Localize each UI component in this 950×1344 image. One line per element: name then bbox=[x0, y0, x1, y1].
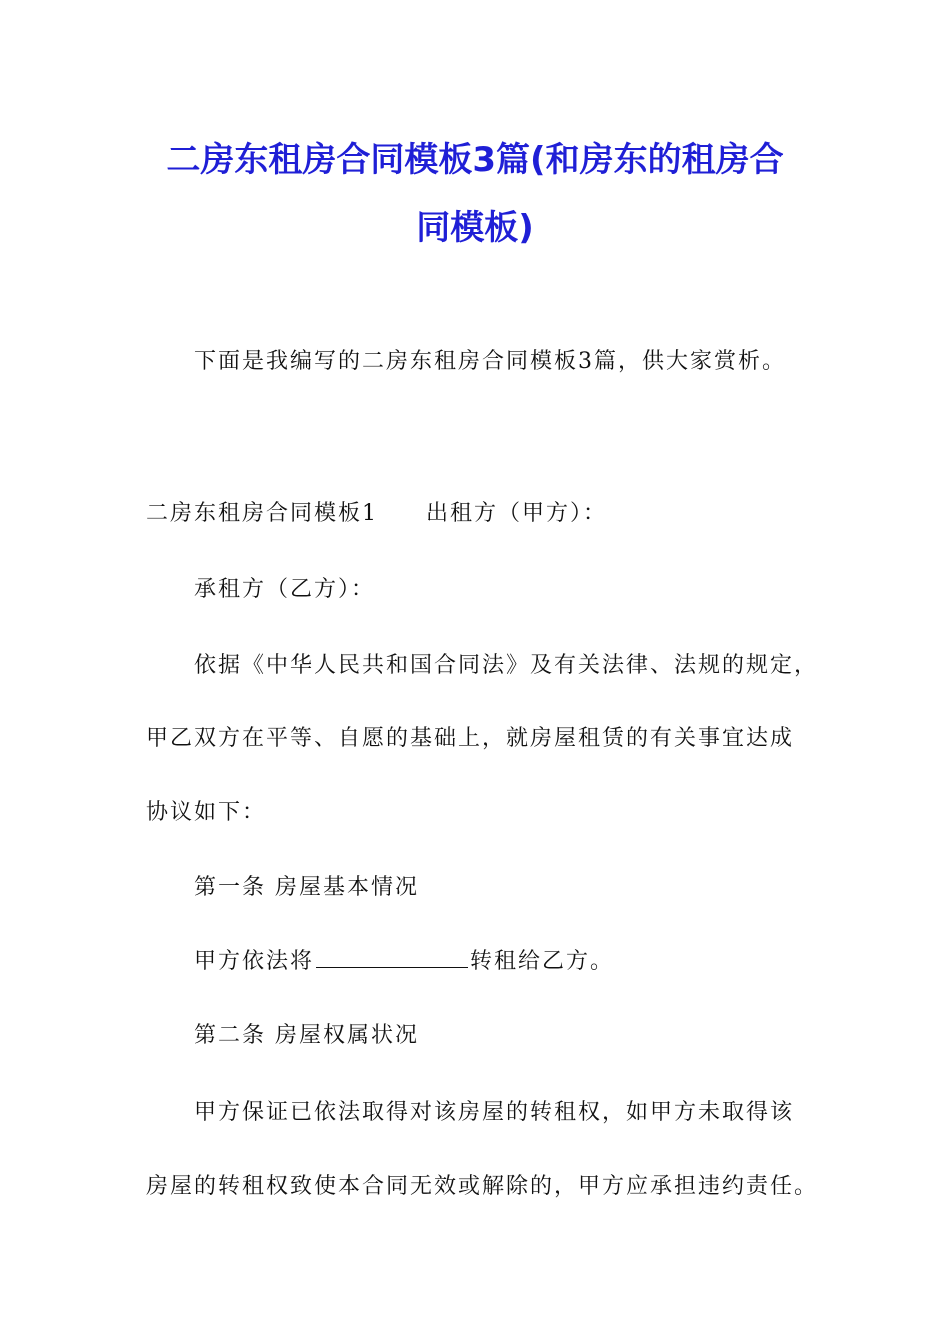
section-heading-row bbox=[146, 496, 607, 527]
article-1-title: 第一条 房屋基本情况 bbox=[194, 875, 419, 900]
fill-in-blank bbox=[316, 945, 468, 968]
lessee-label: 承租方（乙方）： bbox=[194, 577, 376, 602]
article-2-line-2: 房屋的转租权致使本合同无效或解除的，甲方应承担违约责任。 bbox=[146, 1174, 819, 1199]
section-heading: 二房东租房合同模板1 bbox=[146, 501, 378, 526]
article-1-text bbox=[194, 944, 614, 975]
article-1-text-before: 甲方依法将 bbox=[194, 949, 315, 974]
intro-paragraph: 下面是我编写的二房东租房合同模板3篇，供大家赏析。 bbox=[194, 349, 786, 374]
article-2-line-1: 甲方保证已依法取得对该房屋的转租权，如甲方未取得该 bbox=[194, 1100, 795, 1125]
lessor-label: 出租方（甲方）： bbox=[426, 501, 608, 526]
article-2-title: 第二条 房屋权属状况 bbox=[194, 1023, 419, 1048]
basis-line-2: 甲乙双方在平等、自愿的基础上，就房屋租赁的有关事宜达成 bbox=[146, 726, 795, 751]
document-title-line-2: 同模板) bbox=[416, 208, 534, 248]
article-1-text-after: 转租给乙方。 bbox=[470, 949, 615, 974]
basis-line-1: 依据《中华人民共和国合同法》及有关法律、法规的规定， bbox=[194, 653, 819, 678]
basis-line-3: 协议如下： bbox=[146, 800, 267, 825]
document-title-line-1: 二房东租房合同模板3篇(和房东的租房合 bbox=[166, 140, 784, 180]
